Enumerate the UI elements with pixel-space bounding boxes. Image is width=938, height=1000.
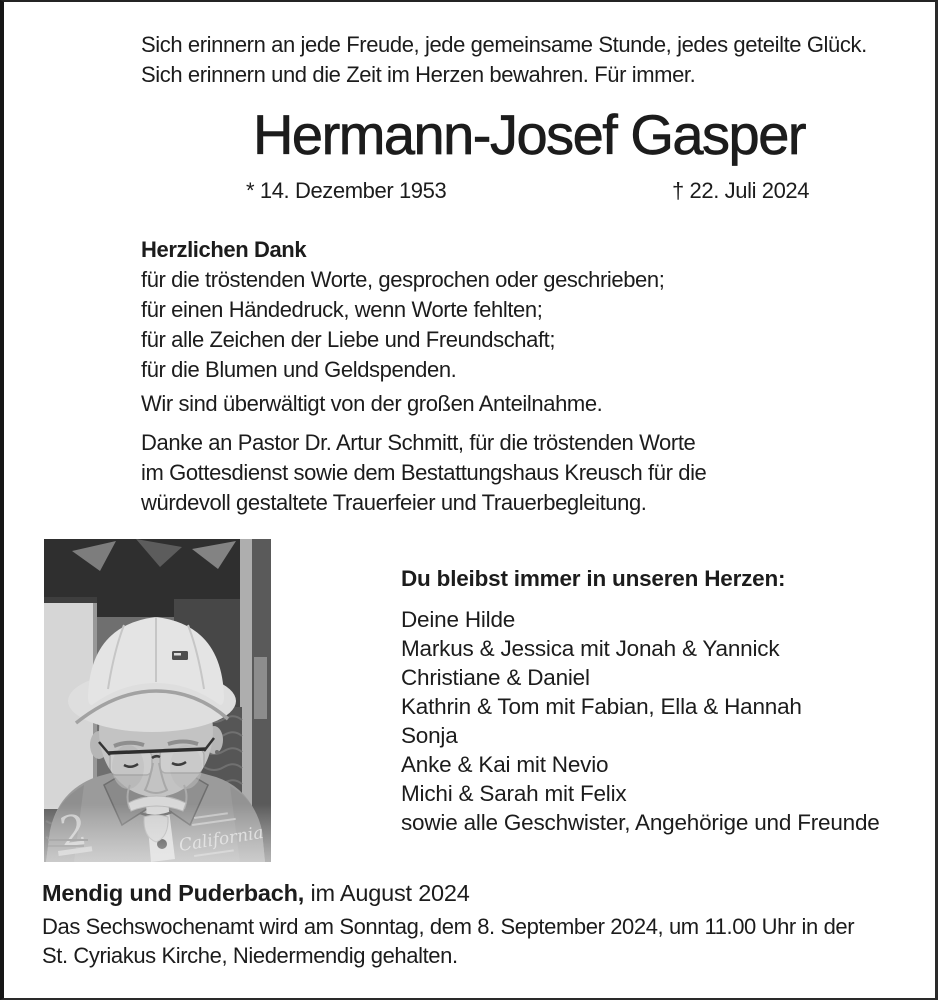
acknowledgement-line: im Gottesdienst sowie dem Bestattungshaus Kreusch für die	[141, 460, 707, 485]
family-member: Markus & Jessica mit Jonah & Yannick	[401, 636, 780, 661]
family-member: sowie alle Geschwister, Angehörige und Freunde	[401, 810, 880, 835]
memorial-quote-line2: Sich erinnern und die Zeit im Herzen bewahren. Für immer.	[141, 62, 696, 87]
portrait-photo-graphic	[44, 539, 271, 862]
death-date: † 22. Juli 2024	[672, 178, 810, 203]
portrait-photo	[44, 539, 271, 862]
family-member: Sonja	[401, 723, 458, 748]
thanks-line: Wir sind überwältigt von der großen Anteilnahme.	[141, 391, 603, 416]
place-date: im August 2024	[304, 880, 470, 906]
family-member: Anke & Kai mit Nevio	[401, 752, 609, 777]
thanks-line: für einen Händedruck, wenn Worte fehlten;	[141, 297, 543, 322]
service-line: Das Sechswochenamt wird am Sonntag, dem 8. September 2024, um 11.00 Uhr in der	[42, 914, 855, 939]
acknowledgement-line: würdevoll gestaltete Trauerfeier und Trauerbegleitung.	[141, 490, 647, 515]
family-member: Michi & Sarah mit Felix	[401, 781, 627, 806]
memorial-quote-line1: Sich erinnern an jede Freude, jede gemeinsame Stunde, jedes geteilte Glück.	[141, 32, 867, 57]
acknowledgement-paragraph	[141, 428, 706, 518]
family-heading: Du bleibst immer in unseren Herzen:	[401, 566, 786, 591]
thanks-section	[141, 235, 664, 419]
thanks-line: für die Blumen und Geldspenden.	[141, 357, 457, 382]
service-announcement	[42, 913, 854, 970]
family-section	[401, 566, 880, 837]
deceased-name: Hermann-Josef Gasper	[252, 103, 805, 166]
thanks-line: für alle Zeichen der Liebe und Freundschaft;	[141, 327, 556, 352]
place-names: Mendig und Puderbach,	[42, 880, 305, 906]
service-line: St. Cyriakus Kirche, Niedermendig gehalten.	[42, 942, 458, 968]
family-list	[401, 605, 880, 837]
family-member: Kathrin & Tom mit Fabian, Ella & Hannah	[401, 694, 802, 719]
memorial-quote	[141, 30, 867, 90]
thanks-heading: Herzlichen Dank	[141, 237, 307, 262]
birth-date: * 14. Dezember 1953	[246, 178, 447, 203]
place-date-line	[42, 880, 470, 907]
family-member: Christiane & Daniel	[401, 665, 590, 690]
acknowledgement-line: Danke an Pastor Dr. Artur Schmitt, für die tröstenden Worte	[141, 430, 696, 455]
family-member: Deine Hilde	[401, 607, 516, 632]
thanks-line: für die tröstenden Worte, gesprochen oder geschrieben;	[141, 267, 665, 292]
